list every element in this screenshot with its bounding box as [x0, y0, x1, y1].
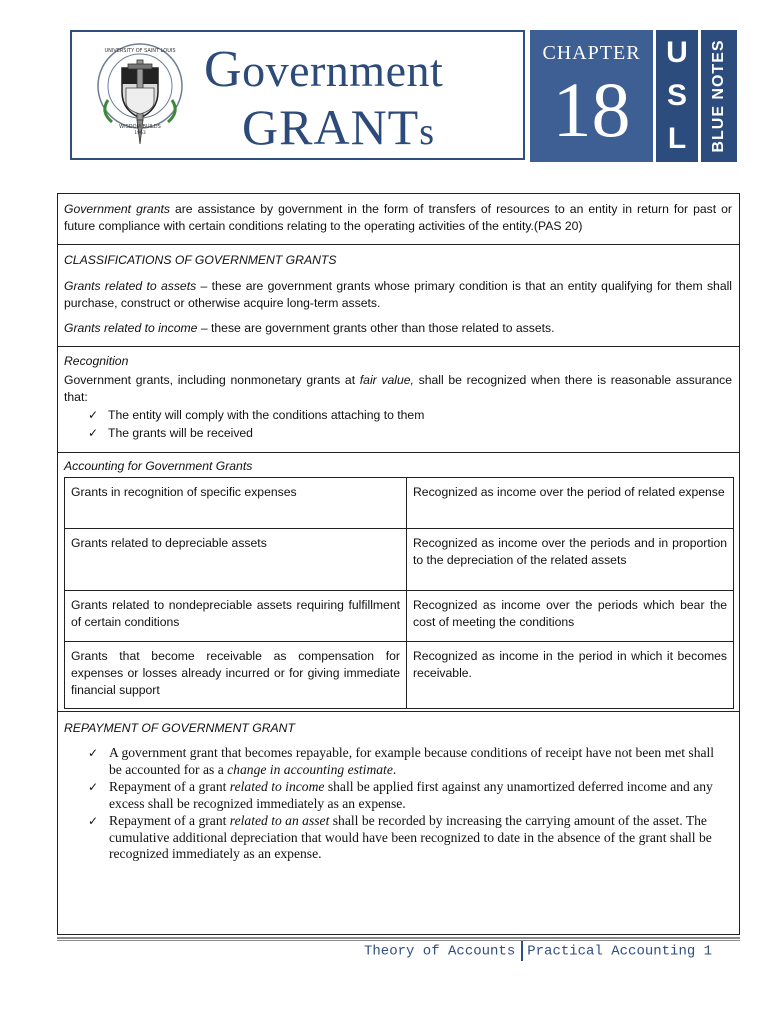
recognition-heading: Recognition: [64, 354, 129, 368]
university-seal-icon: [94, 40, 186, 150]
accounting-section: [58, 452, 739, 712]
accounting-table: [64, 477, 734, 709]
usl-letter-u: U: [666, 36, 688, 69]
seal-motto: WISDOM BUILDS: [119, 124, 161, 130]
grant-type-cell: Grants in recognition of specific expenses: [65, 478, 407, 529]
repayment-section: [58, 711, 739, 935]
treatment-cell: Recognized as income over the periods which bear the cost of meeting the conditions: [407, 591, 734, 642]
recognition-condition: ✓ The entity will comply with the conditions attaching to them: [108, 407, 424, 424]
chapter-number: 18: [552, 66, 631, 153]
usl-letter-s: S: [666, 79, 687, 112]
title-box: [70, 30, 525, 160]
footer-right-text: Practical Accounting 1: [527, 943, 713, 960]
usl-box: [656, 30, 698, 162]
list-item: ✓ Repayment of a grant related to income shall be applied first against any unamortized deferred income and any excess shall be recognized immediately as an expense.: [88, 779, 724, 812]
repayment-list: [88, 745, 724, 864]
repayment-heading: REPAYMENT OF GOVERNMENT GRANT: [64, 721, 295, 735]
blue-notes-label: BLUE NOTES: [710, 39, 727, 153]
chapter-box: [530, 30, 653, 162]
grant-type-cell: Grants that become receivable as compensation for expenses or losses already incurred or for giving immediate financial support: [65, 642, 407, 709]
footer-left-text: Theory of Accounts: [364, 943, 516, 960]
seal-year: 1963: [134, 131, 146, 136]
definition-section: [58, 194, 739, 245]
accounting-heading: Accounting for Government Grants: [64, 459, 253, 473]
list-item: ✓ A government grant that becomes repayable, for example because conditions of receipt have not been met shall be accounted for as a change in accounting estimate.: [88, 745, 724, 778]
classifications-section: [58, 244, 739, 347]
table-row: [65, 478, 734, 529]
table-row: [65, 591, 734, 642]
usl-letter-l: L: [667, 122, 687, 155]
grant-type-cell: Grants related to nondepreciable assets requiring fulfillment of certain conditions: [65, 591, 407, 642]
recognition-condition: ✓ The grants will be received: [108, 425, 253, 442]
title-line-1: Government: [204, 41, 444, 98]
grants-assets-text: Grants related to assets – these are government grants whose primary condition is that an entity qualifying for them shall purchase, construct or otherwise acquire long-term assets.: [64, 279, 733, 310]
definition-text: Government grants are assistance by government in the form of transfers of resources to an entity in return for past or future compliance with certain conditions relating to the operating activities of the entity.(PAS 20): [64, 202, 732, 233]
list-item: ✓ Repayment of a grant related to an asset shall be recorded by increasing the carrying amount of the asset. The cumulative additional depreciation that would have been recognized to date in the absence of the grant shall be recognized immediately as an expense.: [88, 813, 724, 863]
treatment-cell: Recognized as income over the period of related expense: [407, 478, 734, 529]
table-row: [65, 642, 734, 709]
grant-type-cell: Grants related to depreciable assets: [65, 529, 407, 591]
footer-separator: [521, 941, 523, 961]
blue-notes-box: [701, 30, 737, 162]
recognition-text: Government grants, including nonmonetary grants at fair value, shall be recognized when there is reasonable assurance that:: [64, 373, 732, 404]
grants-income-text: Grants related to income – these are government grants other than those related to assets.: [64, 321, 555, 335]
classifications-heading: CLASSIFICATIONS OF GOVERNMENT GRANTS: [64, 253, 337, 267]
footer: [364, 941, 712, 961]
title-line-2: GRANTs: [242, 99, 436, 155]
footer-rule: [57, 937, 740, 939]
table-row: [65, 529, 734, 591]
chapter-label: CHAPTER: [542, 42, 641, 64]
treatment-cell: Recognized as income over the periods and in proportion to the depreciation of the related assets: [407, 529, 734, 591]
content-frame: [57, 193, 740, 935]
treatment-cell: Recognized as income in the period in which it becomes receivable.: [407, 642, 734, 709]
seal-name: UNIVERSITY OF SAINT LOUIS: [104, 48, 176, 54]
recognition-section: [58, 346, 739, 453]
